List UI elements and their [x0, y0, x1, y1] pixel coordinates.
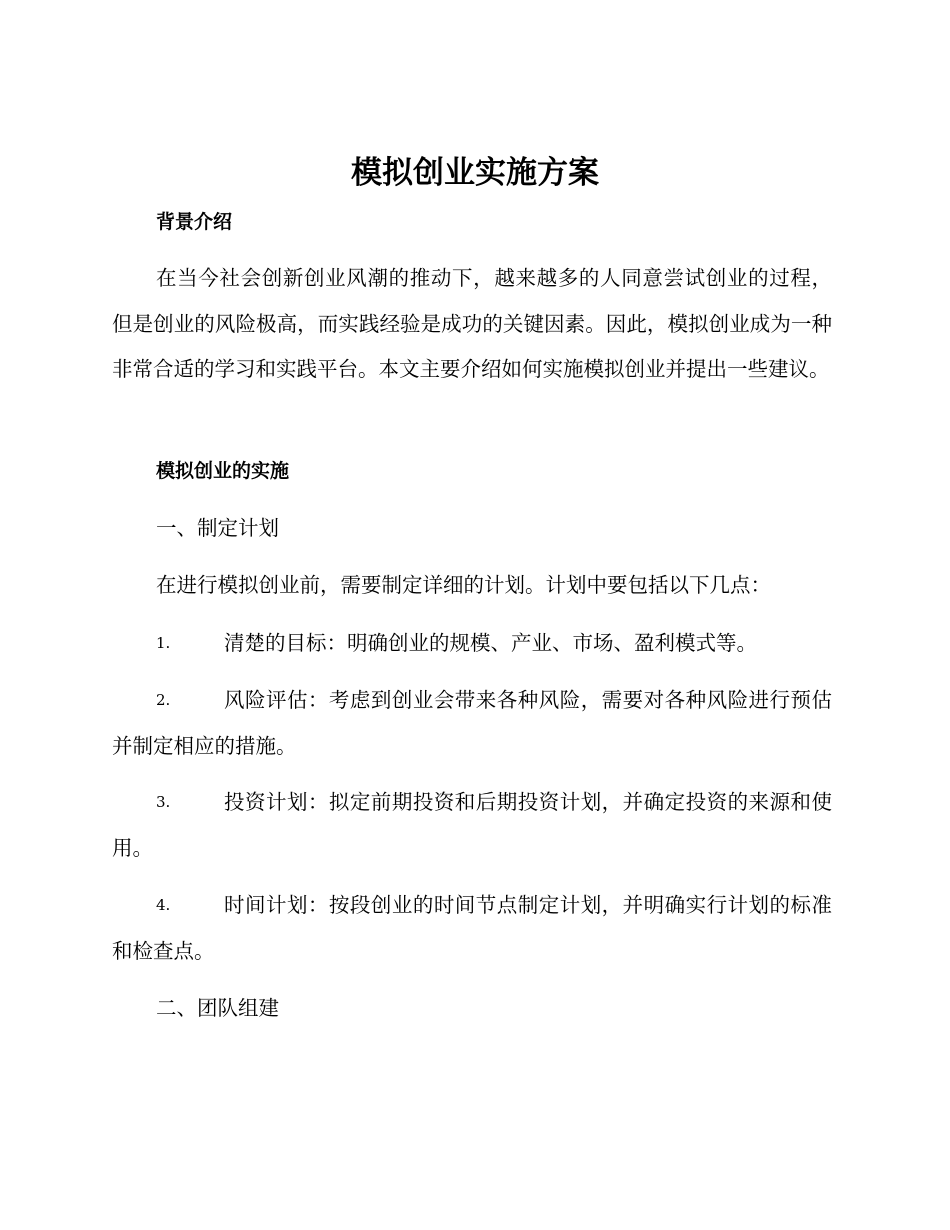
list-item: [112, 678, 832, 769]
list-item: [112, 883, 832, 974]
list-item-number: 3.: [156, 793, 171, 811]
list-item-text: 风险评估：考虑到创业会带来各种风险，需要对各种风险进行预估并制定相应的措施。: [112, 688, 832, 758]
part2-heading: 二、团队组建: [156, 996, 279, 1020]
part1-intro: 在进行模拟创业前，需要制定详细的计划。计划中要包括以下几点：: [156, 573, 771, 597]
implementation-heading: 模拟创业的实施: [156, 460, 290, 482]
list-item-number: 2.: [156, 691, 171, 709]
background-heading: 背景介绍: [156, 211, 233, 233]
list-item: [112, 780, 832, 871]
list-item-text: 时间计划：按段创业的时间节点制定计划，并明确实行计划的标准和检查点。: [112, 893, 832, 963]
list-item-text: 清楚的目标：明确创业的规模、产业、市场、盈利模式等。: [224, 631, 757, 655]
list-item: [112, 621, 832, 667]
list-item-number: 4.: [156, 896, 171, 914]
list-item-number: 1.: [156, 634, 171, 652]
part1-heading: 一、制定计划: [156, 516, 279, 540]
document-title: 模拟创业实施方案: [351, 155, 599, 191]
background-paragraph: 在当今社会创新创业风潮的推动下，越来越多的人同意尝试创业的过程，但是创业的风险极高，而实践经验是成功的关键因素。因此，模拟创业成为一种非常合适的学习和实践平台。本文主要介绍如何实施模拟创业并提出一些建议。: [112, 266, 832, 381]
list-item-text: 投资计划：拟定前期投资和后期投资计划，并确定投资的来源和使用。: [112, 790, 832, 860]
